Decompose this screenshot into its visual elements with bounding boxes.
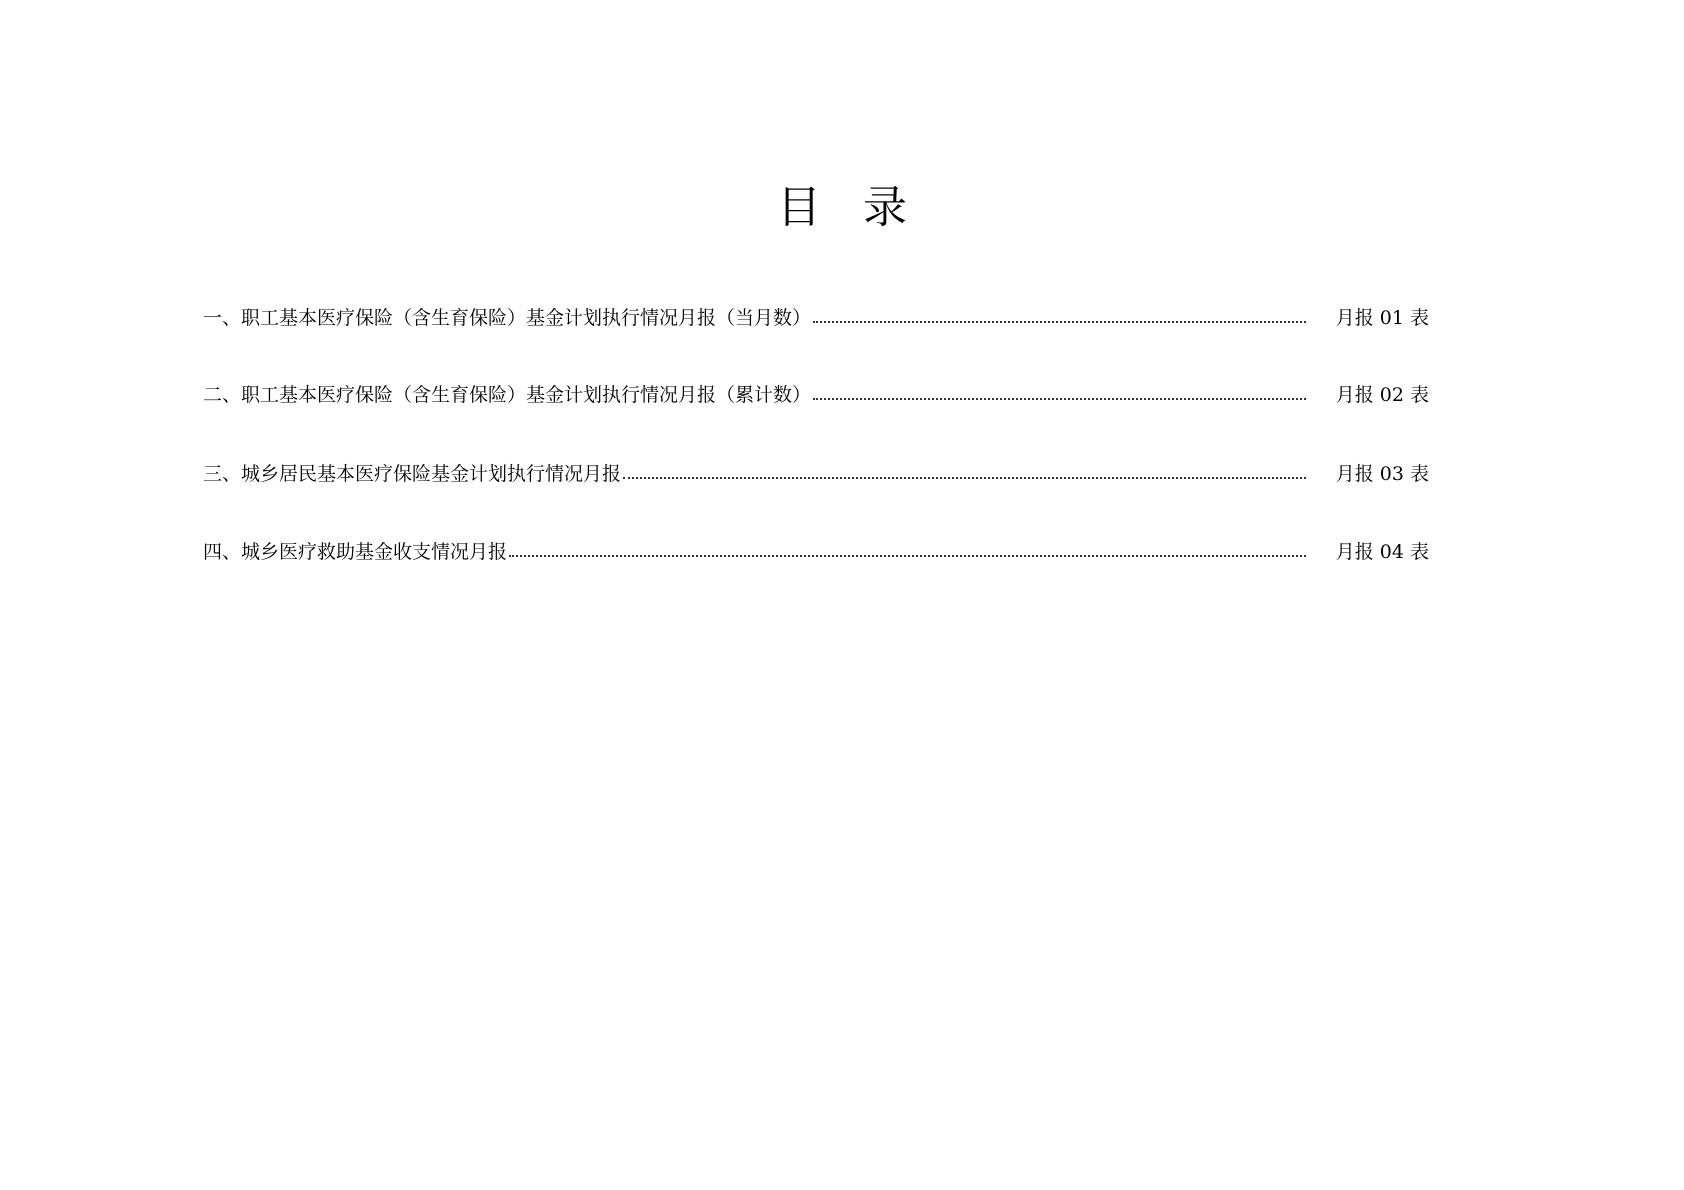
page-title-char-2: 录 <box>863 182 907 233</box>
toc-entry-reference: 月报 04 表 <box>1335 541 1429 563</box>
toc-entry-2[interactable] <box>203 375 1429 415</box>
toc-entry-reference: 月报 03 表 <box>1335 463 1429 485</box>
page-title <box>0 178 1684 238</box>
toc-entry-reference: 月报 01 表 <box>1335 307 1429 329</box>
toc-entry-label: 四、城乡医疗救助基金收支情况月报 <box>203 541 508 563</box>
dot-leader <box>813 320 1306 323</box>
toc-entry-4[interactable] <box>203 532 1429 572</box>
dot-leader <box>623 476 1306 479</box>
toc-entry-1[interactable] <box>203 298 1429 338</box>
toc-entry-reference: 月报 02 表 <box>1335 384 1429 406</box>
toc-entry-label: 三、城乡居民基本医疗保险基金计划执行情况月报 <box>203 463 622 485</box>
dot-leader <box>813 397 1306 400</box>
toc-entry-label: 二、职工基本医疗保险（含生育保险）基金计划执行情况月报（累计数） <box>203 384 812 406</box>
toc-entry-label: 一、职工基本医疗保险（含生育保险）基金计划执行情况月报（当月数） <box>203 307 812 329</box>
page-title-char-1: 目 <box>777 182 821 233</box>
dot-leader <box>509 554 1306 557</box>
toc-entry-3[interactable] <box>203 454 1429 494</box>
